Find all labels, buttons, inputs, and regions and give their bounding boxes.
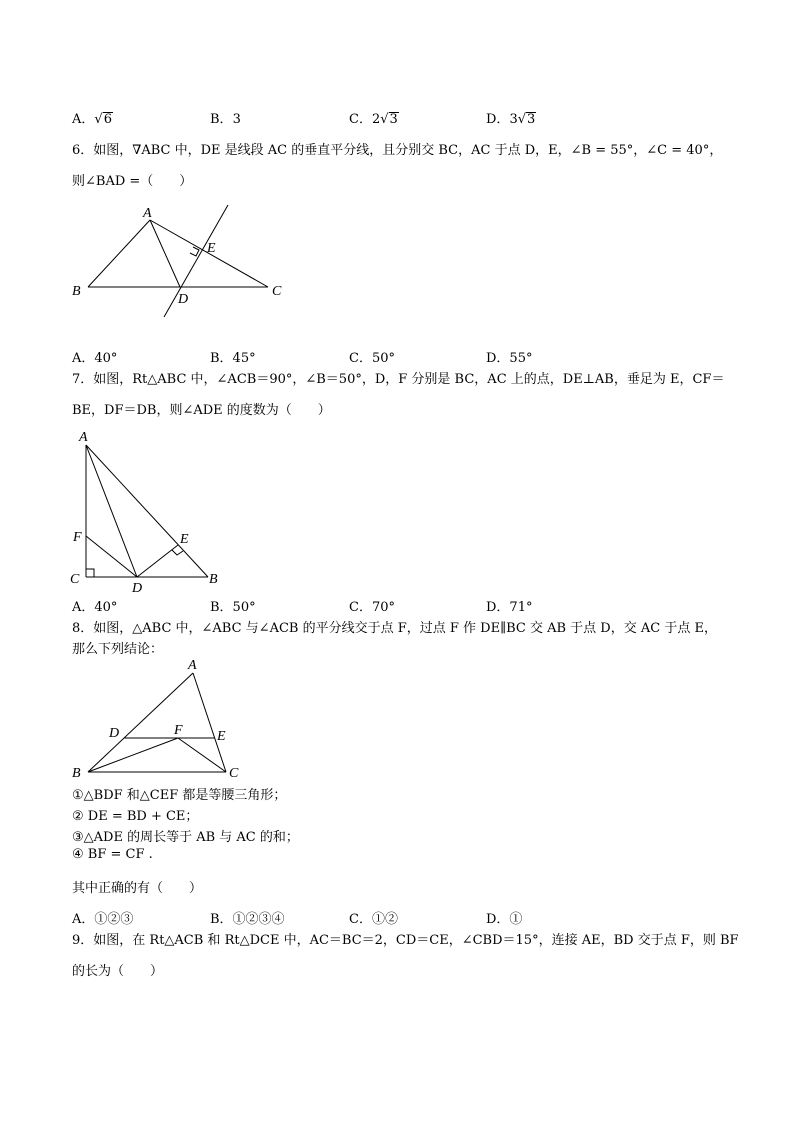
q6-option-c: C．50° — [349, 351, 395, 366]
q8-option-c: C．①② — [349, 912, 398, 927]
q8-option-d: D．① — [486, 912, 523, 927]
q8-text-line1: 8．如图，△ABC 中，∠ABC 与∠ACB 的平分线交于点 F，过点 F 作 DE∥BC 交 AB 于点 D，交 AC 于点 E， — [72, 621, 717, 636]
q7-label-e: E — [180, 532, 189, 547]
q9-text-line2: 的长为（ ） — [72, 964, 164, 979]
q6-option-a: A．40° — [72, 351, 118, 366]
q6-label-a: A — [143, 206, 152, 221]
q8-label-c: C — [229, 766, 239, 781]
q8-seg-ac — [193, 673, 226, 772]
q8-conclusion-4: ④ BF = CF . — [72, 847, 153, 862]
q8-seg-bf — [88, 738, 178, 772]
q8-label-f: F — [174, 723, 183, 738]
q8-label-e: E — [217, 729, 226, 744]
q8-label-b: B — [72, 766, 81, 781]
q7-text-line2: BE，DF＝DB，则∠ADE 的度数为（ ） — [72, 403, 331, 418]
q7-text-line1: 7．如图，Rt△ABC 中，∠ACB＝90°，∠B＝50°，D，F 分别是 BC，AC 上的点，DE⊥AB，垂足为 E，CF＝ — [72, 372, 725, 387]
q5-option-b: B．3 — [210, 112, 241, 127]
q7-label-a: A — [79, 430, 88, 445]
q6-option-d: D．55° — [486, 351, 533, 366]
q7-label-c: C — [70, 572, 80, 587]
q5-option-a: A．√6 — [72, 112, 112, 127]
q8-label-d: D — [109, 726, 120, 741]
q7-option-a: A．40° — [72, 600, 118, 615]
q7-option-b: B．50° — [210, 600, 256, 615]
q5-option-d: D．3√3 — [486, 112, 536, 127]
q7-label-b: B — [209, 572, 218, 587]
q6-text-line1: 6．如图，∇ABC 中，DE 是线段 AC 的垂直平分线，且分别交 BC，AC 于点 D，E，∠B = 55°，∠C = 40°， — [72, 143, 723, 158]
q6-label-d: D — [178, 292, 189, 307]
q6-option-b: B．45° — [210, 351, 256, 366]
q8-option-b: B．①②③④ — [210, 912, 285, 927]
q6-label-c: C — [272, 284, 282, 299]
q5-option-c: C．2√3 — [349, 112, 398, 127]
q8-label-a: A — [188, 658, 197, 673]
q8-option-a: A．①②③ — [72, 912, 134, 927]
q7-label-f: F — [73, 530, 82, 545]
q6-label-b: B — [72, 284, 81, 299]
q9-text-line1: 9．如图，在 Rt△ACB 和 Rt△DCE 中，AC＝BC＝2，CD＝CE，∠CBD＝15°，连接 AE，BD 交于点 F，则 BF — [72, 933, 739, 948]
q7-option-d: D．71° — [486, 600, 533, 615]
q8-text-line2: 那么下列结论： — [72, 642, 164, 657]
q7-option-c: C．70° — [349, 600, 395, 615]
q8-conclusion-1: ①△BDF 和△CEF 都是等腰三角形； — [72, 788, 287, 803]
q7-label-d: D — [132, 581, 143, 596]
q8-conclusion-2: ② DE = BD + CE； — [72, 809, 199, 824]
q6-label-e: E — [207, 241, 216, 256]
q8-conclusion-3: ③△ADE 的周长等于 AB 与 AC 的和； — [72, 830, 299, 845]
q6-text-line2: 则∠BAD =（ ） — [72, 174, 193, 189]
q8-question: 其中正确的有（ ） — [72, 881, 203, 896]
